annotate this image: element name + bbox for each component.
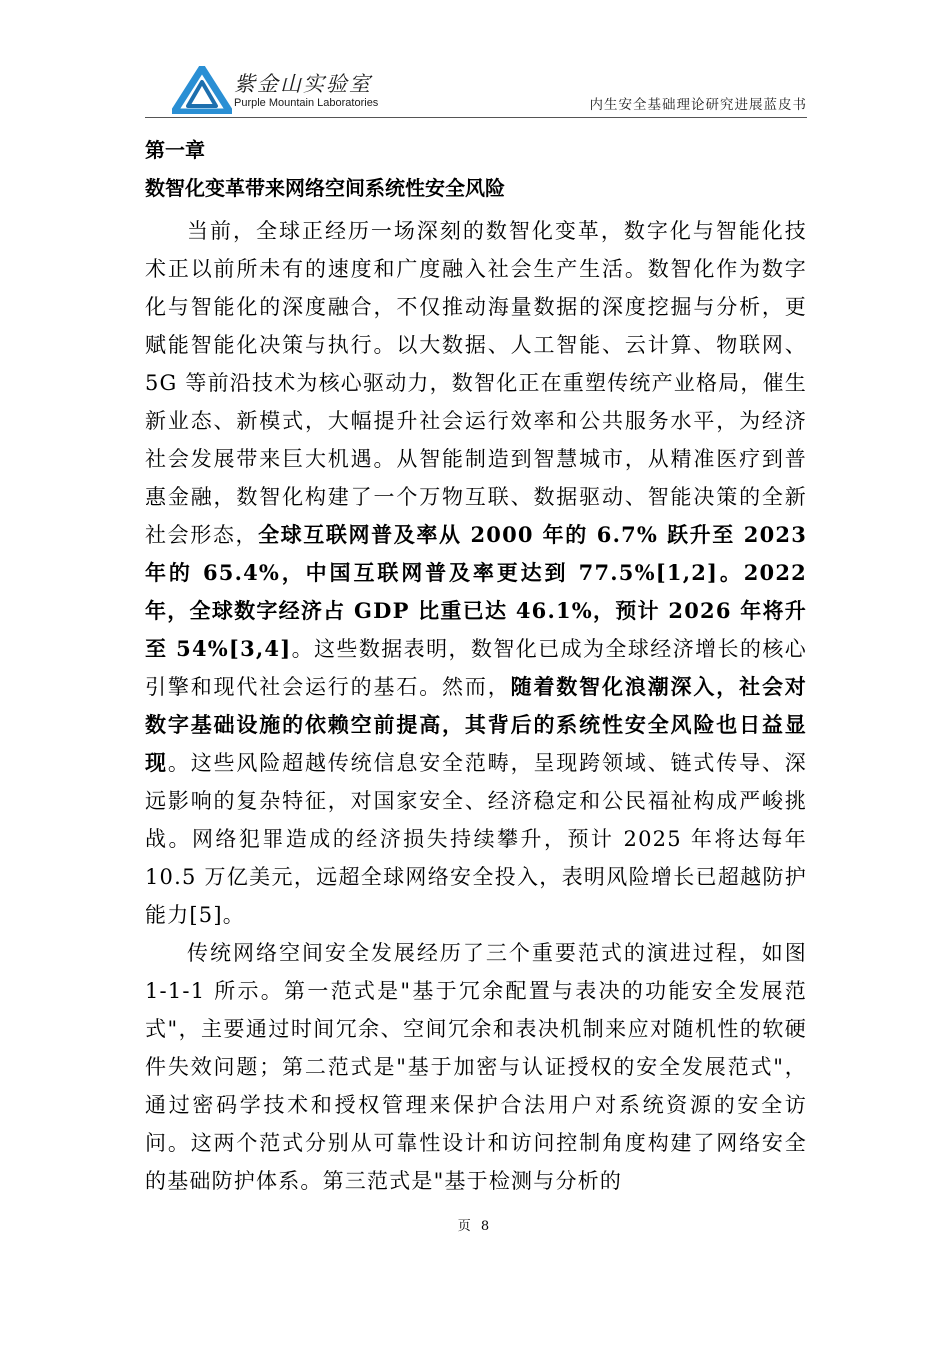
mountain-triangle-icon xyxy=(172,66,232,114)
paragraph-1-text-a: 当前，全球正经历一场深刻的数智化变革，数字化与智能化技术正以前所未有的速度和广度融入社会生产生活。数智化作为数字化与智能化的深度融合，不仅推动海量数据的深度挖掘与分析，更赋能智能化决策与执行。以大数据、人工智能、云计算、物联网、5G 等前沿技术为核心驱动力，数智化正在重塑传统产业格局，催生新业态、新模式，大幅提升社会运行效率和公共服务水平，为经济社会发展带来巨大机遇。从智能制造到智慧城市，从精准医疗到普惠金融，数智化构建了一个万物互联、数据驱动、智能决策的全新社会形态， xyxy=(145,219,808,547)
logo-english-name: Purple Mountain Laboratories xyxy=(234,97,379,109)
chapter-label: 第一章 xyxy=(145,138,205,162)
paragraph-1-bold-risk: 随着数智化浪潮深入，社会对数字基础设施的依赖空前提高，其背后的系统性安全风险也日益显现 xyxy=(145,674,807,775)
chapter-title: 数智化变革带来网络空间系统性安全风险 xyxy=(145,176,505,200)
chapter-body xyxy=(145,212,807,1200)
lab-logo xyxy=(172,66,379,114)
logo-chinese-name: 紫金山实验室 xyxy=(234,72,372,96)
paragraph-1-text-b: 。这些数据表明，数智化已成为全球经济增长的核心引擎和现代社会运行的基石。然而， xyxy=(145,637,807,699)
paragraph-2: 传统网络空间安全发展经历了三个重要范式的演进过程，如图 1-1-1 所示。第一范式是"基于冗余配置与表决的功能安全发展范式"，主要通过时间冗余、空间冗余和表决机制来应对随机性的软硬件失效问题；第二范式是"基于加密与认证授权的安全发展范式"，通过密码学技术和授权管理来保护合法用户对系统资源的安全访问。这两个范式分别从可靠性设计和访问控制角度构建了网络安全的基础防护体系。第三范式是"基于检测与分析的 xyxy=(145,941,807,1193)
paragraph-1-bold-statistics: 全球互联网普及率从 2000 年的 6.7% 跃升至 2023 年的 65.4%，中国互联网普及率更达到 77.5%[1,2]。2022 年，全球数字经济占 GDP 比重已达 46.1%，预计 2026 年将升至 54%[3,4] xyxy=(145,522,808,661)
document-header-title: 内生安全基础理论研究进展蓝皮书 xyxy=(589,97,807,113)
page-number: 页 8 xyxy=(457,1219,493,1234)
header-divider xyxy=(145,117,807,118)
paragraph-1-text-c: 。这些风险超越传统信息安全范畴，呈现跨领域、链式传导、深远影响的复杂特征，对国家安全、经济稳定和公民福祉构成严峻挑战。网络犯罪造成的经济损失持续攀升，预计 2025 年将达每年 10.5 万亿美元，远超全球网络安全投入，表明风险增长已超越防护能力[5]。 xyxy=(145,751,807,927)
paragraph-1 xyxy=(145,212,807,934)
